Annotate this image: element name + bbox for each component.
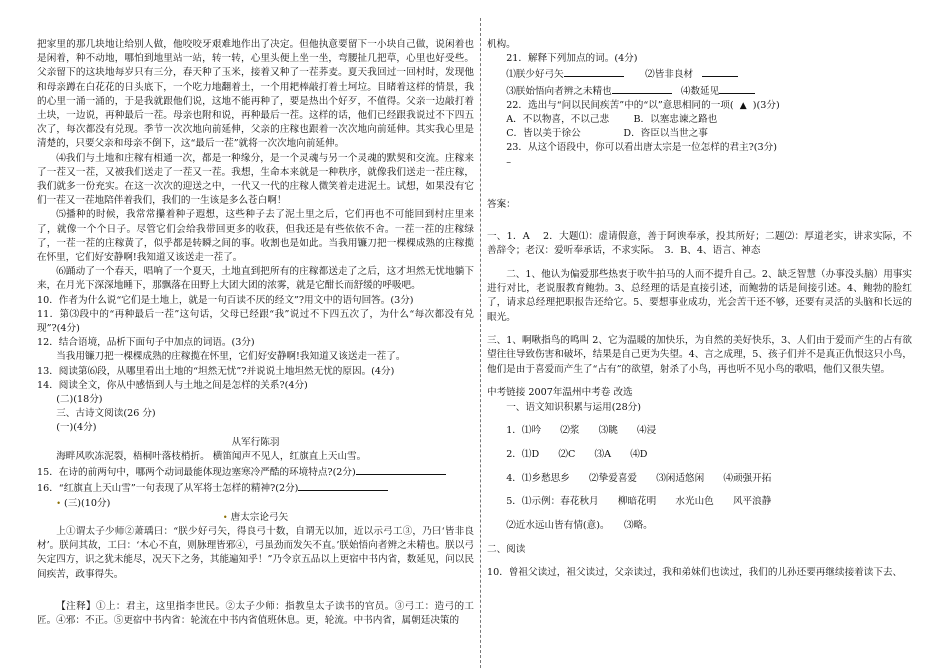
q21-item-d: ⑷数延见 [680,85,720,97]
question-11: 11．第⑶段中的“再种最后一茬”这句话，父母已经跟“我”说过不下四五次了，为什么“每次都没有兑现”?(4分) [37,308,474,335]
answer-row-4: 4．⑴乡愁思乡 ⑵挚爱喜爱 ⑶闲适悠闲 ⑷顽强开拓 [506,472,772,484]
question-12-quote: 当我用镰刀把一棵棵成熟的庄稼揽在怀里，它们好安静啊!我知道又该送走一茬了。 [56,351,406,363]
question-16-text: 16．“红旗直上天山雪”一句表现了从军将士怎样的精神?(2分) [37,483,299,495]
question-10: 10．作者为什么说“它们是土地上，就是一句百读不厌的经文”?用文中的语句回答。(3分) [37,294,414,306]
answer-row-1: 1．⑴吟 ⑵浆 ⑶眺 ⑷浸 [506,425,657,437]
subsection-1-heading: (一)(4分) [56,422,97,434]
carryover-text: 机构。 [487,39,516,50]
answer-row-2: 2．⑴D ⑵C ⑶A ⑷D [506,448,648,460]
answer-blank[interactable] [356,464,446,475]
question-13: 13．阅读第⑹段，从哪里看出土地的“坦然无忧”?并说说土地坦然无忧的原因。(4分) [37,365,395,377]
question-16 [37,480,474,496]
answers-label: 答案： [487,198,516,210]
question-22-options-row-1 [487,113,912,127]
question-21: 21．解释下列加点的词。(4分) [506,53,638,65]
small-dot-mark-icon: • [56,498,61,508]
spacer [487,212,912,230]
question-21-row-2 [487,83,912,99]
q22-option-b: B．以塞忠谏之路也 [633,114,718,126]
left-column [37,38,474,628]
answers-block [487,230,912,377]
answer-blank[interactable] [719,83,755,94]
answer-part-1: 一、1．A 2．大题⑴：虚请假意，善于阿谀奉承，投其所好；二题⑵：厚道老实，讲求实际，不善辞令；老汉：爱听奉承话，不求实际。 3．B、4、语言、神态 [487,231,912,257]
passage-paragraph-4: ⑷我们与土地和庄稼有相通一次，都是一种缘分，是一个灵魂与另一个灵魂的默契和交流。庄稼来了一茬又一茬，又被我们送走了一茬又一茬。我想，生命本来就是一种秩序，就像我们送走一茬庄稼，我们就多一份充实。在这一次次的迎送之中，一代又一代的庄稼人微笑着走进泥土。试想，如果没有它们一茬又一茬地陪伴着我们，我们的一生该是多么苍白啊！ [37,152,474,207]
question-23: 23．从这个语段中，你可以看出唐太宗是一位怎样的君主?(3分) [506,142,777,154]
section-3-heading: 三、古诗文阅读(26 分) [56,408,156,420]
q21-item-b: ⑵皆非良材 [645,69,694,81]
prose-title [37,511,474,525]
answer-blank[interactable] [702,66,738,77]
poem-title: 从军行陈羽 [231,436,280,448]
question-15 [37,464,474,480]
subsection-3-heading [37,497,474,511]
triangle-mark-icon: ▲ [739,100,747,111]
answer-blank[interactable] [298,480,388,491]
small-dot-mark-icon: • [222,512,228,522]
passage-paragraph-3: 把家里的那几块地让给别人做，他咬咬牙艰难地作出了决定。但他执意要留下一小块自己做，说闲着也是闲着，种不动地，哪怕到地里站一站，转一转，心里头便上坐一坐，弯腰扯几把草，心里也好受些。父亲留下的这块地每岁只有三分，春天种了玉米，接着又种了一茬荞麦。夏天我回过一回村时，发现他和母亲蹲在白花花的日头底下，一个吃力地翻着土，一个用耙棒敲打着土坷垃。目睹着这样的情景，我的心里一涌一涌的，于是我就跟他们说，这地不能再种了，要是热出个好歹，不值得。父亲一边敲打着土块，一边说，再种最后一茬。母亲也附和说，再种最后一茬。这样的话，他们已经跟我说过不下四五次了，每次都没有兑现。季节一次次地向前延伸，父亲的庄稼也跟着一次次地向前延伸。其实我心里是清楚的，只要父亲和母亲不倒下，这“最后一茬”就将一次次地向前延伸。 [37,39,474,150]
question-21-row-1 [487,66,912,82]
passage-paragraph-5: ⑸播种的时候，我常常攥着种子遐想，这些种子去了泥土里之后，它们再也不可能回到村庄里来了，就像一个个日子。尽管它们会给我带回更多的收获，但我还是有些依依不舍。一茬一茬的庄稼绿了，一茬一茬的庄稼黄了，似乎都是转瞬之间的事。收割也是如此。当我用镰刀把一棵棵成熟的庄稼揽在怀里，它们好安静啊!我知道又该送走一茬了。 [37,209,474,264]
subsection-3-text: (三)(10分) [63,497,111,509]
exam-source-line: 中考链接 2007年温州中考卷 改选 [487,387,633,399]
spacer [37,582,474,600]
q21-item-a: ⑴朕少好弓矢 [506,69,564,81]
answer-blank[interactable] [564,66,624,77]
question-22 [487,99,912,113]
answer-part-3: 三、1、啊啾指鸟的鸣叫 2、它为温暖的加快乐，为自然的美好快乐，3、人们由于爱而产生的占有欲望往往导致伤害和破坏，结果是自己更为失望。4、言之成理，5、孩子们并不是真正仇恨这只小鸟，他们是由于喜爱而产生了“占有”的欲望，射杀了小鸟，再也听不见小鸟的歌唱，他们又很失望。 [487,335,912,375]
question-22-options-row-2 [487,127,912,141]
prose-notes: 【注释】①上：君主，这里指李世民。②太子少师：指教皇太子读书的官员。③弓工：造弓的工匠。④邪：不正。⑤更宿中书内省：轮流在中书内省值班休息。更，轮流。中书内省，属朝廷决策的 [37,600,474,626]
question-14: 14．阅读全文，你从中感悟到人与土地之间是怎样的关系?(4分) [37,379,308,391]
answer-row-5: 5．⑴示例：春花秋月 柳暗花明 水光山色 风平浪静 [506,496,772,508]
column-divider [480,18,481,668]
q21-item-c: ⑶朕始悟向者辨之未精也 [506,85,612,97]
poem-text: 海畔风吹冻泥裂，梧桐叶落枝梢折。 横笛闻声不见人，红旗直上天山雪。 [56,450,367,462]
subsection-2-heading: (二)(18分) [56,394,103,406]
answer-blank[interactable] [612,83,672,94]
answer-row-5b: ⑵近水远山皆有情(意)。 ⑶略。 [506,520,653,532]
answer-10: 10．曾祖父读过，祖父读过，父亲读过，我和弟妹们也读过，我们的儿孙还要再继续接着读下去、 [487,567,903,579]
answer-dash-mark: – [506,156,511,168]
passage-paragraph-6: ⑹踊动了一个春天，唱响了一个夏天，土地直到把所有的庄稼都送走了之后，这才坦然无忧地躺下来，在月光下深深地睡下，那飘落在田野上大团大团的浓雾，就是它酣长而舒缓的呼吸吧。 [37,266,474,292]
q22-option-c: C．皆以美于徐公 [506,128,581,140]
right-column [487,38,912,581]
q22-option-a: A．不以物喜，不以己悲 [506,114,610,126]
question-12: 12．结合语境，品析下面句子中加点的词语。(3分) [37,337,255,349]
answer-part-2: 二、1、他认为偏爱那些热衷于吹牛拍马的人而不提升自己。2、缺乏智慧（办事没头脑）用事实进行对比，老说服教育鲍勃。3、总经理的话是直接引述，而鲍勃的话是间接引述。4、鲍勃的脸红了，请求总经理把职报告还给它。5、要想事业成功，光会苦干还不够，还要有灵活的头脑和长远的眼光。 [487,268,912,323]
answers-block-2 [487,401,912,557]
section-1-heading: 一、语文知识积累与运用(28分) [506,401,642,413]
section-2-heading: 二、阅读 [487,543,526,555]
spacer [487,170,912,198]
question-22-points: )(3分) [752,99,780,111]
question-15-text: 15．在诗的前两句中，哪两个动词最能体现边塞寒冷严酷的环境特点?(2分) [37,467,356,479]
prose-text: 上①谓太子少师②萧瑀曰：“朕少好弓矢，得良弓十数，自谓无以加，近以示弓工③，乃曰‘皆非良材’。朕问其故，工曰：‘木心不直，则脉理皆邪④，弓虽劲而发矢不直。’朕始悟向者辨之未精也。朕以弓矢定四方，识之犹未能尽，况天下之务，其能遍知乎！”乃令京五品以上更宿中书内省，数延见，问以民间疾苦，政事得失。 [37,525,474,580]
q22-option-d: D．咨臣以当世之事 [623,128,708,140]
question-22-text: 22．选出与“问以民间疾苦”中的“以”意思相同的一项( [506,99,734,111]
prose-title-text: 唐太宗论弓矢 [230,511,289,523]
